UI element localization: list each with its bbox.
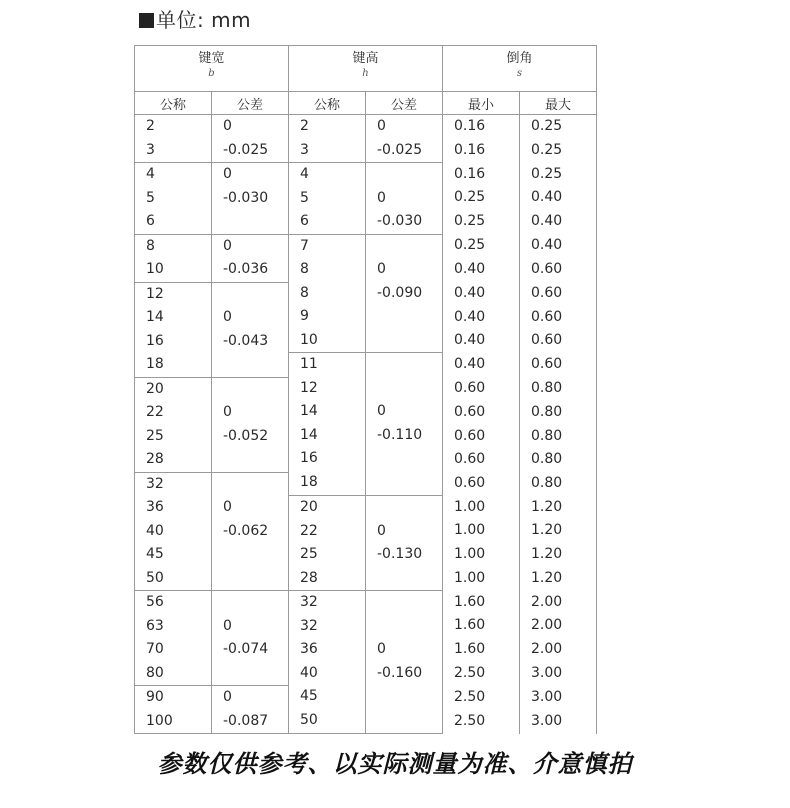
- chamfer-max-cell: [520, 496, 597, 520]
- chamfer-max-value: 3.00: [531, 688, 563, 705]
- height-tolerance-value: 0: [377, 189, 386, 206]
- height-tolerance-value: -0.160: [377, 664, 423, 681]
- width-nominal-value: 90: [146, 689, 164, 705]
- height-tolerance-value: [377, 615, 442, 639]
- chamfer-min-value: 0.60: [454, 475, 486, 491]
- chamfer-min-value: 0.40: [454, 332, 486, 348]
- width-tolerance-value: 0: [223, 166, 232, 182]
- height-nominal-cell: [289, 115, 366, 163]
- table-row: [135, 234, 597, 258]
- key-height-header: [289, 46, 443, 92]
- chamfer-min-cell: [443, 710, 520, 734]
- chamfer-max-cell: [520, 448, 597, 472]
- height-nominal-cell: [289, 163, 366, 235]
- chamfer-max-value: 0.25: [531, 165, 563, 182]
- height-tolerance-cell: [366, 591, 443, 734]
- height-nominal-value: 28: [300, 569, 318, 586]
- width-tolerance-value: -0.043: [223, 332, 269, 349]
- chamfer-min-value: 0.60: [454, 451, 486, 468]
- chamfer-max-cell: [520, 686, 597, 710]
- width-tolerance-value: [223, 591, 288, 615]
- width-tolerance-cell: [212, 282, 289, 377]
- height-tolerance-value: -0.025: [377, 141, 423, 158]
- chamfer-min-value: 1.00: [454, 546, 486, 562]
- height-nominal-value: 50: [300, 711, 318, 728]
- height-nominal-value: 9: [300, 308, 309, 324]
- chamfer-min-value: 0.60: [454, 403, 486, 420]
- height-nominal-value: 20: [300, 499, 318, 515]
- chamfer-min-cell: [443, 591, 520, 615]
- width-nominal-value: 22: [146, 404, 164, 420]
- chamfer-max-cell: [520, 710, 597, 734]
- width-nominal-value: 63: [146, 617, 164, 634]
- chamfer-max-cell: [520, 115, 597, 139]
- chamfer-min-value: 0.40: [454, 261, 486, 277]
- width-nominal-value: 3: [146, 141, 155, 158]
- width-tolerance-value: 0: [223, 237, 232, 254]
- chamfer-max-value: 0.40: [531, 189, 563, 206]
- chamfer-max-value: 0.80: [531, 427, 563, 444]
- chamfer-min-cell: [443, 543, 520, 567]
- chamfer-max-cell: [520, 210, 597, 234]
- key-width-symbol: b: [208, 68, 215, 79]
- height-nominal-value: 14: [300, 426, 318, 443]
- chamfer-max-value: 0.60: [531, 308, 563, 325]
- chamfer-max-value: 0.80: [531, 451, 563, 468]
- chamfer-min-cell: [443, 686, 520, 710]
- chamfer-max-value: 0.80: [531, 380, 563, 396]
- chamfer-min-cell: [443, 234, 520, 258]
- width-nominal-value: 4: [146, 166, 155, 182]
- chamfer-max-cell: [520, 329, 597, 353]
- width-tolerance-cell: [212, 377, 289, 472]
- chamfer-symbol: s: [516, 68, 523, 79]
- chamfer-max-cell: [520, 401, 597, 425]
- height-nominal-header: 公称: [289, 92, 366, 115]
- height-nominal-value: 4: [300, 166, 309, 182]
- height-tolerance-value: [377, 235, 442, 259]
- chamfer-min-cell: [443, 614, 520, 638]
- width-nominal-value: 10: [146, 261, 164, 277]
- width-tolerance-value: -0.087: [223, 712, 269, 729]
- chamfer-max-cell: [520, 377, 597, 401]
- chamfer-max-value: 0.60: [531, 285, 563, 301]
- height-tolerance-value: [377, 377, 442, 401]
- key-dimension-table: [134, 45, 597, 734]
- width-nominal-value: 36: [146, 499, 164, 515]
- width-nominal-value: 40: [146, 522, 164, 539]
- width-nominal-cell: [135, 686, 212, 734]
- chamfer-min-value: 2.50: [454, 712, 486, 729]
- width-nominal-value: 50: [146, 569, 164, 586]
- chamfer-min-cell: [443, 186, 520, 210]
- chamfer-max-cell: [520, 258, 597, 282]
- height-tolerance-value: [377, 591, 442, 615]
- chamfer-max-value: 0.80: [531, 475, 563, 491]
- height-nominal-value: 14: [300, 403, 318, 419]
- height-tolerance-cell: [366, 496, 443, 591]
- chamfer-min-header: 最小: [443, 92, 520, 115]
- chamfer-max-value: 0.25: [531, 118, 563, 134]
- chamfer-min-cell: [443, 496, 520, 520]
- height-nominal-value: 18: [300, 473, 318, 490]
- width-nominal-cell: [135, 115, 212, 163]
- chamfer-max-value: 0.80: [531, 403, 563, 420]
- table-row: [135, 163, 597, 187]
- height-nominal-value: 8: [300, 284, 309, 301]
- width-nominal-value: 6: [146, 213, 155, 229]
- height-tolerance-value: -0.130: [377, 546, 423, 562]
- chamfer-min-value: 1.60: [454, 641, 486, 657]
- chamfer-max-value: 0.60: [531, 355, 563, 372]
- height-tolerance-value: 0: [377, 641, 386, 657]
- width-tolerance-value: [223, 283, 288, 307]
- chamfer-max-value: 0.25: [531, 141, 563, 158]
- chamfer-min-value: 1.00: [454, 569, 486, 586]
- chamfer-min-cell: [443, 329, 520, 353]
- width-tolerance-cell: [212, 686, 289, 734]
- height-nominal-value: 2: [300, 118, 309, 134]
- width-nominal-value: 18: [146, 356, 164, 372]
- width-tolerance-value: [223, 378, 288, 402]
- chamfer-min-cell: [443, 472, 520, 496]
- chamfer-title: 倒角: [506, 51, 533, 66]
- key-width-header: [135, 46, 289, 92]
- height-nominal-value: 36: [300, 641, 318, 657]
- chamfer-max-value: 3.00: [531, 712, 563, 729]
- chamfer-max-cell: [520, 543, 597, 567]
- width-nominal-value: 5: [146, 189, 155, 206]
- width-nominal-value: 32: [146, 475, 164, 492]
- chamfer-min-value: 1.00: [454, 522, 486, 539]
- chamfer-max-cell: [520, 139, 597, 163]
- chamfer-max-value: 0.40: [531, 237, 563, 253]
- chamfer-min-value: 0.16: [454, 118, 486, 134]
- width-tolerance-value: 0: [223, 309, 232, 325]
- height-nominal-value: 25: [300, 546, 318, 562]
- width-nominal-value: 100: [146, 712, 173, 729]
- height-tolerance-value: 0: [377, 118, 386, 134]
- chamfer-min-value: 0.60: [454, 427, 486, 444]
- width-nominal-value: 8: [146, 237, 155, 254]
- chamfer-min-value: 1.00: [454, 498, 486, 515]
- height-nominal-value: 32: [300, 617, 318, 634]
- chamfer-max-cell: [520, 591, 597, 615]
- width-tolerance-value: 0: [223, 118, 232, 134]
- chamfer-min-cell: [443, 210, 520, 234]
- chamfer-min-cell: [443, 306, 520, 330]
- width-tolerance-cell: [212, 234, 289, 282]
- width-tolerance-value: -0.036: [223, 261, 269, 277]
- height-nominal-value: 45: [300, 688, 318, 704]
- height-tolerance-value: 0: [377, 522, 386, 539]
- width-nominal-value: 56: [146, 594, 164, 610]
- chamfer-min-value: 0.25: [454, 189, 486, 206]
- width-nominal-value: 28: [146, 451, 164, 467]
- width-tolerance-value: -0.062: [223, 522, 269, 539]
- width-tolerance-value: -0.074: [223, 641, 269, 657]
- chamfer-min-cell: [443, 519, 520, 543]
- chamfer-max-value: 0.60: [531, 332, 563, 348]
- chamfer-max-cell: [520, 234, 597, 258]
- width-tolerance-value: -0.030: [223, 189, 269, 206]
- chamfer-max-cell: [520, 353, 597, 378]
- height-nominal-value: 40: [300, 664, 318, 681]
- height-nominal-value: 3: [300, 141, 309, 158]
- chamfer-max-cell: [520, 163, 597, 187]
- width-nominal-value: 20: [146, 380, 164, 397]
- chamfer-max-cell: [520, 614, 597, 638]
- width-tolerance-value: 0: [223, 499, 232, 515]
- width-tolerance-cell: [212, 163, 289, 235]
- chamfer-min-cell: [443, 353, 520, 378]
- height-nominal-value: 7: [300, 237, 309, 254]
- height-tolerance-cell: [366, 234, 443, 353]
- height-nominal-value: 16: [300, 450, 318, 466]
- table-row: [135, 591, 597, 615]
- chamfer-min-cell: [443, 115, 520, 139]
- chamfer-max-value: 1.20: [531, 522, 563, 539]
- footer-note: 参数仅供参考、以实际测量为准、介意慎拍: [157, 750, 633, 778]
- chamfer-min-cell: [443, 567, 520, 591]
- unit-label: [139, 4, 251, 33]
- chamfer-max-value: 2.00: [531, 617, 563, 634]
- width-tolerance-header: 公差: [212, 92, 289, 115]
- height-tolerance-header: 公差: [366, 92, 443, 115]
- chamfer-min-value: 2.50: [454, 664, 486, 681]
- width-nominal-value: 25: [146, 427, 164, 444]
- width-tolerance-value: [223, 473, 288, 497]
- chamfer-min-cell: [443, 638, 520, 662]
- chamfer-max-value: 1.20: [531, 546, 563, 562]
- width-nominal-cell: [135, 591, 212, 686]
- unit-text: 单位: mm: [156, 8, 252, 32]
- chamfer-min-value: 0.40: [454, 308, 486, 325]
- chamfer-min-value: 1.60: [454, 617, 486, 634]
- height-tolerance-cell: [366, 115, 443, 163]
- width-nominal-cell: [135, 163, 212, 235]
- chamfer-max-cell: [520, 662, 597, 686]
- chamfer-max-cell: [520, 638, 597, 662]
- height-nominal-value: 10: [300, 331, 318, 348]
- chamfer-min-value: 0.25: [454, 237, 486, 253]
- chamfer-min-cell: [443, 662, 520, 686]
- chamfer-min-value: 0.60: [454, 380, 486, 396]
- chamfer-max-cell: [520, 186, 597, 210]
- height-nominal-cell: [289, 496, 366, 591]
- width-nominal-cell: [135, 377, 212, 472]
- height-nominal-value: 5: [300, 189, 309, 206]
- table-body: [135, 115, 597, 734]
- width-tolerance-value: -0.052: [223, 427, 269, 444]
- key-height-title: 键高: [352, 51, 379, 66]
- height-tolerance-value: -0.090: [377, 284, 423, 301]
- chamfer-max-value: 1.20: [531, 569, 563, 586]
- width-nominal-cell: [135, 234, 212, 282]
- chamfer-min-cell: [443, 448, 520, 472]
- chamfer-min-value: 0.16: [454, 141, 486, 158]
- height-nominal-value: 11: [300, 356, 318, 372]
- chamfer-min-value: 2.50: [454, 688, 486, 705]
- width-nominal-value: 80: [146, 664, 164, 681]
- width-tolerance-value: 0: [223, 689, 232, 705]
- width-nominal-cell: [135, 472, 212, 591]
- key-height-symbol: h: [362, 68, 369, 79]
- height-nominal-cell: [289, 234, 366, 353]
- width-tolerance-cell: [212, 591, 289, 686]
- height-nominal-value: 8: [300, 261, 309, 277]
- height-nominal-value: 6: [300, 213, 309, 229]
- chamfer-min-value: 0.40: [454, 355, 486, 372]
- height-nominal-value: 22: [300, 522, 318, 539]
- chamfer-min-value: 0.40: [454, 285, 486, 301]
- chamfer-min-cell: [443, 377, 520, 401]
- chamfer-max-cell: [520, 472, 597, 496]
- table-row: [135, 115, 597, 139]
- chamfer-header: [443, 46, 597, 92]
- width-nominal-value: 2: [146, 118, 155, 134]
- height-tolerance-value: 0: [377, 261, 386, 277]
- chamfer-max-cell: [520, 567, 597, 591]
- chamfer-max-value: 0.40: [531, 213, 563, 230]
- chamfer-max-cell: [520, 425, 597, 449]
- chamfer-max-value: 2.00: [531, 593, 563, 610]
- height-nominal-cell: [289, 591, 366, 734]
- width-nominal-value: 70: [146, 641, 164, 657]
- chamfer-max-header: 最大: [520, 92, 597, 115]
- height-nominal-value: 32: [300, 594, 318, 610]
- chamfer-min-cell: [443, 139, 520, 163]
- width-tolerance-cell: [212, 115, 289, 163]
- height-tolerance-value: [377, 496, 442, 520]
- chamfer-max-cell: [520, 519, 597, 543]
- width-tolerance-value: 0: [223, 617, 232, 634]
- width-tolerance-cell: [212, 472, 289, 591]
- width-nominal-value: 12: [146, 285, 164, 302]
- chamfer-max-cell: [520, 306, 597, 330]
- width-nominal-cell: [135, 282, 212, 377]
- chamfer-max-cell: [520, 282, 597, 306]
- width-nominal-value: 16: [146, 332, 164, 349]
- chamfer-min-value: 1.60: [454, 593, 486, 610]
- height-tolerance-value: [377, 163, 442, 187]
- height-tolerance-value: [377, 353, 442, 377]
- chamfer-min-cell: [443, 401, 520, 425]
- width-tolerance-value: -0.025: [223, 141, 269, 158]
- chamfer-max-value: 2.00: [531, 641, 563, 657]
- square-bullet-icon: [139, 13, 154, 28]
- height-nominal-value: 12: [300, 379, 318, 396]
- height-tolerance-cell: [366, 353, 443, 496]
- key-width-title: 键宽: [198, 51, 225, 66]
- width-tolerance-value: 0: [223, 404, 232, 420]
- chamfer-max-value: 1.20: [531, 498, 563, 515]
- width-nominal-value: 14: [146, 309, 164, 325]
- chamfer-min-cell: [443, 282, 520, 306]
- height-nominal-cell: [289, 353, 366, 496]
- chamfer-min-cell: [443, 425, 520, 449]
- chamfer-min-value: 0.25: [454, 213, 486, 230]
- chamfer-min-cell: [443, 163, 520, 187]
- chamfer-min-value: 0.16: [454, 165, 486, 182]
- chamfer-max-value: 3.00: [531, 664, 563, 681]
- width-nominal-header: 公称: [135, 92, 212, 115]
- chamfer-max-value: 0.60: [531, 261, 563, 277]
- height-tolerance-value: 0: [377, 403, 386, 419]
- chamfer-min-cell: [443, 258, 520, 282]
- width-nominal-value: 45: [146, 546, 164, 562]
- height-tolerance-value: -0.110: [377, 426, 423, 443]
- height-tolerance-cell: [366, 163, 443, 235]
- height-tolerance-value: -0.030: [377, 213, 423, 229]
